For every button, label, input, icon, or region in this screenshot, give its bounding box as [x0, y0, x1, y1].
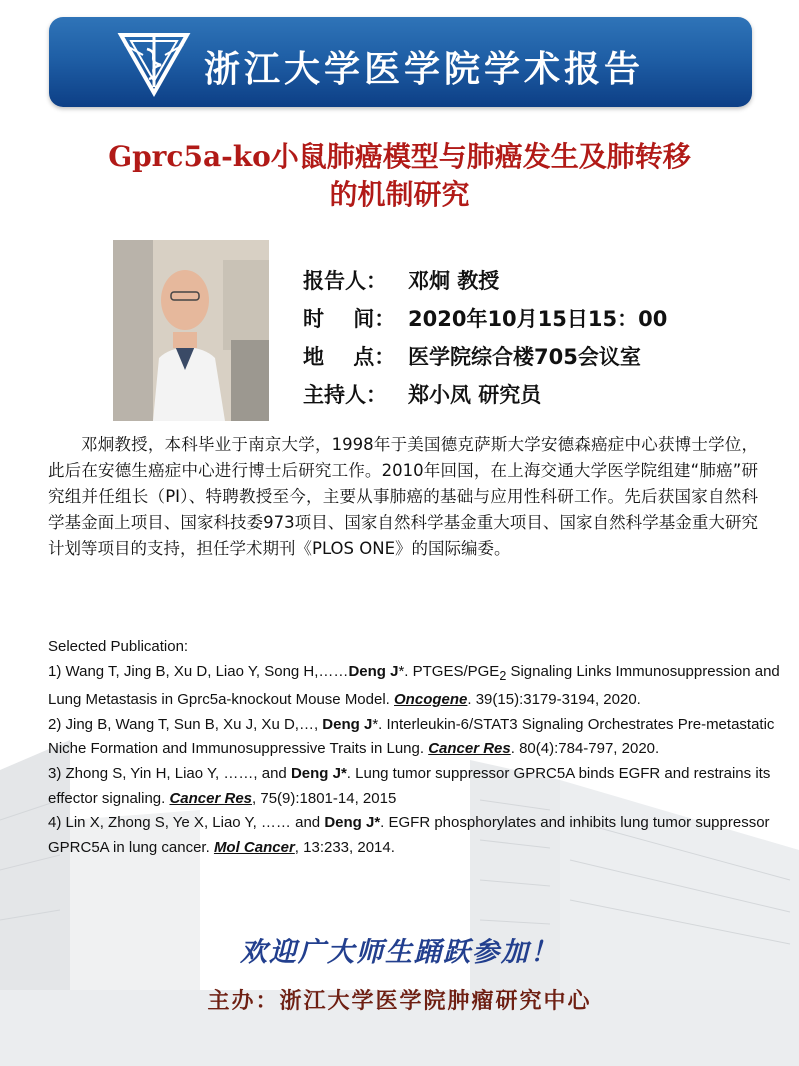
info-value: 邓炯 教授 [408, 269, 500, 293]
info-label: 报告人： [303, 269, 387, 293]
info-label: 时 间： [303, 307, 396, 331]
journal-name: Cancer Res [428, 740, 511, 758]
journal-name: Oncogene [394, 691, 468, 709]
talk-title [40, 138, 759, 214]
info-host [303, 376, 667, 414]
publication-item: 3) Zhong S, Yin H, Liao Y, ……, and Deng J*. Lung tumor suppressor GPRC5A binds EGFR and restrains its effector signaling. Cancer Res, 75(9):1801-14, 2015 [48, 764, 771, 807]
publication-heading: Selected Publication: [48, 638, 189, 655]
speaker-bio: 邓炯教授，本科毕业于南京大学，1998年于美国德克萨斯大学安德森癌症中心获博士学位，此后在安德生癌症中心进行博士后研究工作。2010年回国，在上海交通大学医学院组建“肺癌”研究组并任组长（PI）、特聘教授至今，主要从事肺癌的基础与应用性科研工作。先后获国家自然科学基金面上项目、国家科技委973项目、国家自然科学基金重大项目、国家自然科学基金重大研究计划等项目的支持，担任学术期刊《PLOS ONE》的国际编委。 [48, 435, 758, 558]
journal-name: Mol Cancer [213, 838, 295, 856]
journal-name: Cancer Res [169, 789, 253, 807]
organizer-value: 浙江大学医学院肿瘤研究中心 [279, 989, 592, 1014]
publication-item: 1) Wang T, Jing B, Xu D, Liao Y, Song H,……Deng J*. PTGES/$PGE_2$ Signaling Links Immunosuppression and Lung Metastasis in Gprc5a-knockout Mouse Model. Oncogene. 39(15):3179-3194, 2020. [48, 662, 780, 709]
talk-title-line1: Gprc5a-ko小鼠肺癌模型与肺癌发生及肺转移 [108, 140, 691, 173]
info-value: 医学院综合楼705会议室 [408, 345, 641, 369]
info-location [303, 338, 667, 376]
info-label: 地 点： [303, 345, 396, 369]
header-banner [49, 17, 752, 107]
info-speaker [303, 262, 667, 300]
speaker-photo-illustration [113, 240, 269, 421]
banner-title: 浙江大学医学院学术报告 [204, 49, 645, 90]
zju-medicine-logo-icon [115, 25, 193, 99]
organizer [0, 984, 799, 1015]
publication-item: 4) Lin X, Zhong S, Ye X, Liao Y, …… and Deng J*. EGFR phosphorylates and inhibits lung tumor suppressor GPRC5A in lung cancer. Mol Cancer, 13:233, 2014. [48, 814, 770, 856]
speaker-photo [113, 240, 269, 421]
organizer-label: 主办： [207, 989, 280, 1014]
info-value: 2020年10月15日15：00 [408, 307, 668, 331]
welcome-slogan: 欢迎广大师生踊跃参加！ [240, 937, 559, 968]
info-time [303, 300, 667, 338]
talk-title-line2: 的机制研究 [329, 178, 470, 211]
publication-list [48, 635, 788, 860]
talk-info [303, 262, 667, 414]
info-value: 郑小凤 研究员 [408, 383, 542, 407]
info-label: 主持人： [303, 383, 387, 407]
publication-item: 2) Jing B, Wang T, Sun B, Xu J, Xu D,…, Deng J*. Interleukin-6/STAT3 Signaling Orchestrates Pre-metastatic Niche Formation and Immunosuppressive Traits in Lung. Cancer Res. 80(4):784-797, 2020. [48, 715, 775, 758]
